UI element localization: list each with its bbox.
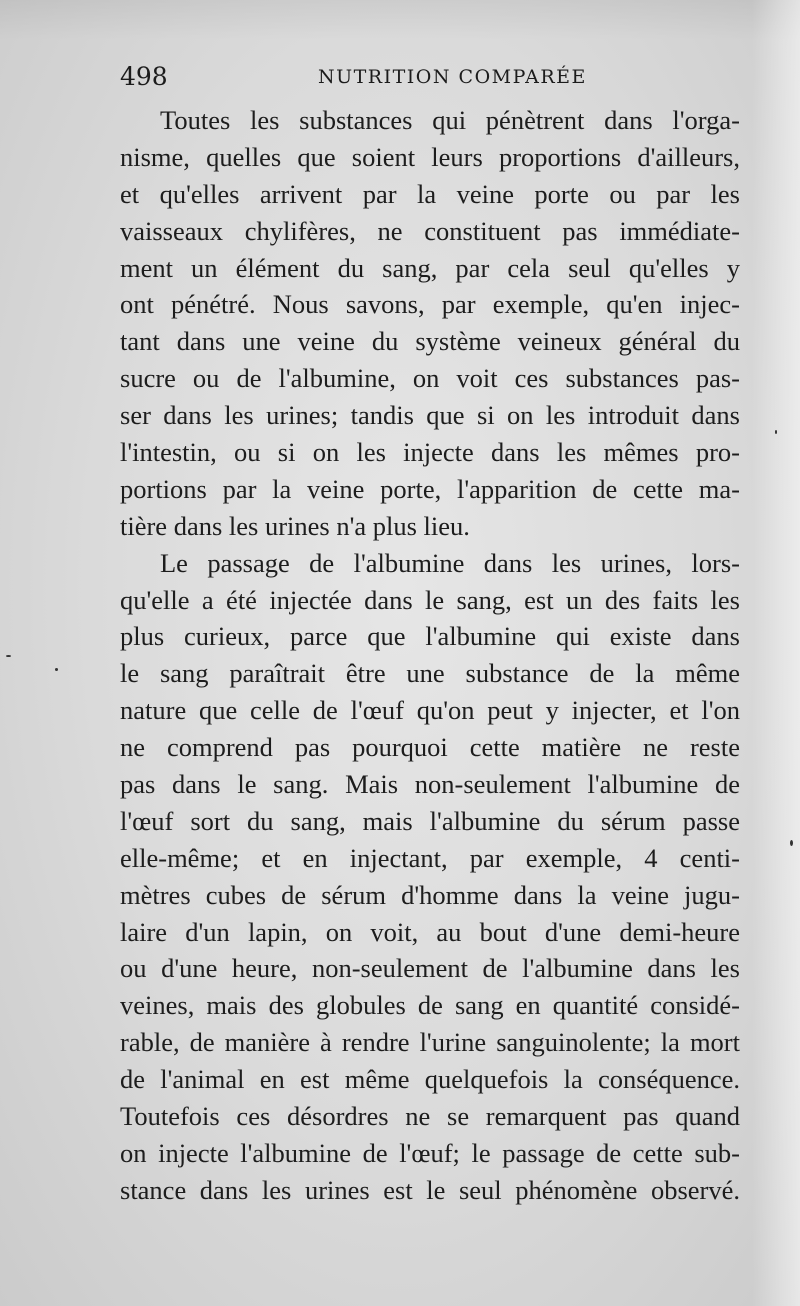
running-head [120, 62, 740, 98]
text-line: tière dans les urines n'a plus lieu. [120, 510, 470, 541]
text-line: rable, de manière à rendre l'urine sanguinolente; la mort [120, 1027, 740, 1058]
text-line: tant dans une veine du système veineux général du [120, 326, 740, 357]
text-line: sucre ou de l'albumine, on voit ces substances pas- [120, 363, 740, 394]
text-line: on injecte l'albumine de l'œuf; le passage de cette sub- [120, 1137, 740, 1168]
paper-speck [55, 668, 58, 671]
running-title: NUTRITION COMPARÉE [318, 66, 587, 88]
text-line: veines, mais des globules de sang en quantité considé- [120, 990, 740, 1021]
text-line: le sang paraîtrait être une substance de la même [120, 658, 740, 689]
paper-speck [775, 430, 777, 434]
text-line: portions par la veine porte, l'apparition de cette ma- [120, 473, 740, 504]
page-shadow [0, 0, 800, 40]
text-line: nisme, quelles que soient leurs proportions d'ailleurs, [120, 141, 740, 172]
paper-speck [790, 840, 793, 846]
text-line: vaisseaux chylifères, ne constituent pas immédiate- [120, 215, 740, 246]
text-line: plus curieux, parce que l'albumine qui existe dans [120, 621, 740, 652]
text-line: nature que celle de l'œuf qu'on peut y injecter, et l'on [120, 695, 740, 726]
text-line: mètres cubes de sérum d'homme dans la veine jugu- [120, 879, 740, 910]
text-line: ont pénétré. Nous savons, par exemple, qu'en injec- [120, 289, 740, 320]
text-line: Le passage de l'albumine dans les urines, lors- [160, 547, 740, 578]
page-number: 498 [120, 62, 168, 91]
body-text [120, 102, 740, 1209]
text-line: ne comprend pas pourquoi cette matière ne reste [120, 732, 740, 763]
text-line: ser dans les urines; tandis que si on les introduit dans [120, 400, 740, 431]
text-line: l'intestin, ou si on les injecte dans les mêmes pro- [120, 437, 740, 468]
text-line: laire d'un lapin, on voit, au bout d'une demi-heure [120, 916, 740, 947]
text-line: Toutefois ces désordres ne se remarquent pas quand [120, 1101, 740, 1132]
text-line: ou d'une heure, non-seulement de l'albumine dans les [120, 953, 740, 984]
page-edge [752, 0, 800, 1306]
text-line: elle-même; et en injectant, par exemple, 4 centi- [120, 842, 740, 873]
text-line: pas dans le sang. Mais non-seulement l'albumine de [120, 769, 740, 800]
text-line: de l'animal en est même quelquefois la conséquence. [120, 1064, 740, 1095]
text-line: l'œuf sort du sang, mais l'albumine du sérum passe [120, 805, 740, 836]
text-line: Toutes les substances qui pénètrent dans l'orga- [160, 105, 740, 135]
text-line: qu'elle a été injectée dans le sang, est un des faits les [120, 584, 740, 615]
text-line: stance dans les urines est le seul phénomène observé. [120, 1174, 740, 1205]
paper-speck [6, 655, 11, 657]
text-line: ment un élément du sang, par cela seul qu'elles y [120, 252, 740, 283]
text-line: et qu'elles arrivent par la veine porte ou par les [120, 178, 740, 209]
